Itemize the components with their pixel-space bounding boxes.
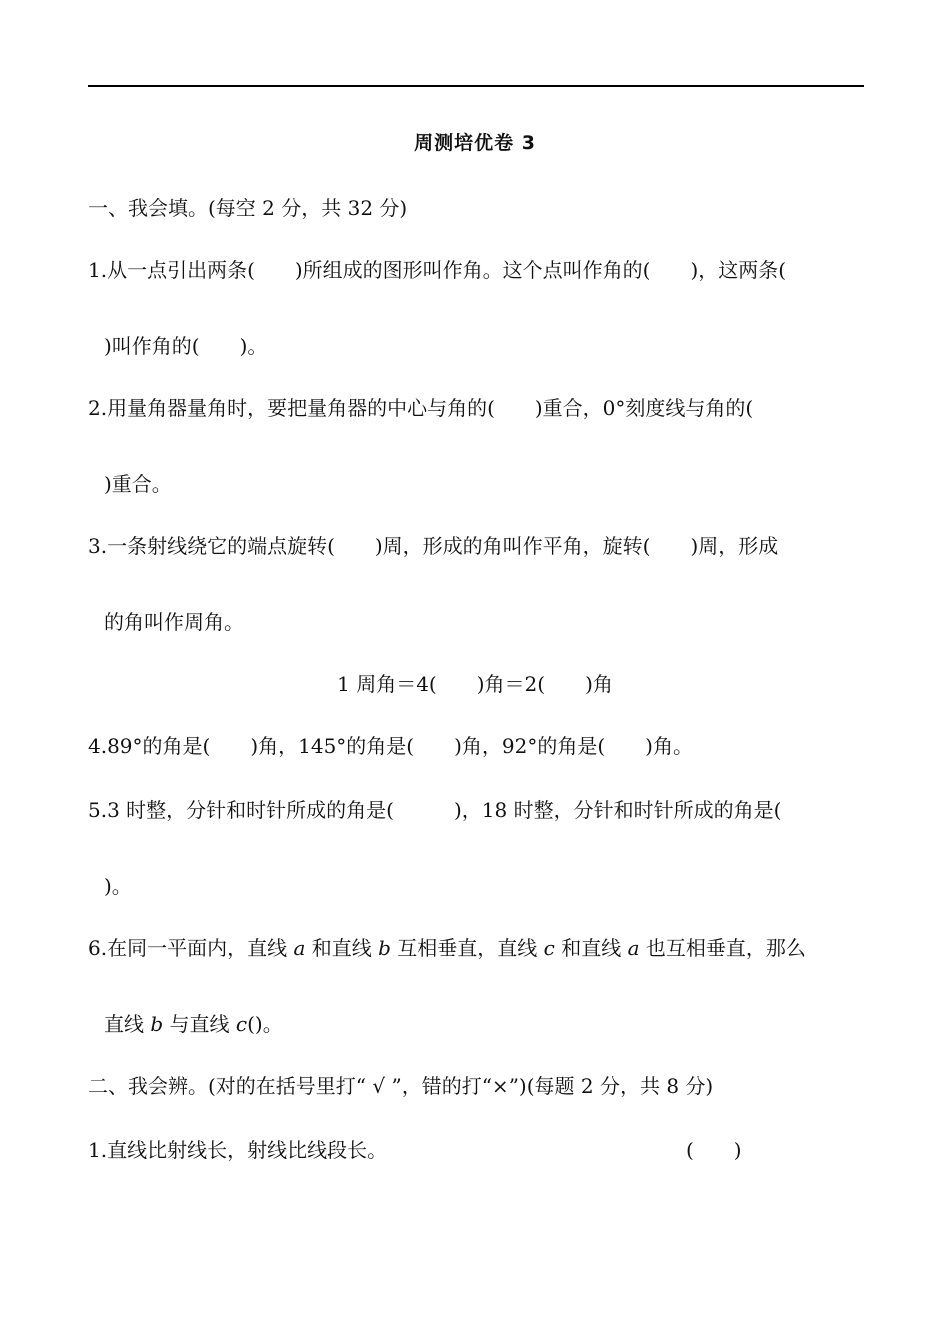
- var-b: b: [150, 1012, 164, 1036]
- var-b: b: [378, 936, 391, 960]
- header-rule: [88, 85, 864, 87]
- var-a: a: [293, 936, 306, 960]
- section2-heading: 二、我会辨。(对的在括号里打“ √ ”，错的打“×”)(每题 2 分，共 8 分): [88, 1074, 714, 1098]
- var-c: c: [235, 1012, 248, 1036]
- q6-text: 也互相垂直，那么: [639, 936, 806, 960]
- q1-line1: 1.从一点引出两条( )所组成的图形叫作角。这个点叫作角的( )，这两条(: [88, 258, 787, 282]
- q6-text: 与直线: [163, 1012, 236, 1036]
- section1-heading: 一、我会填。(每空 2 分，共 32 分): [88, 196, 408, 220]
- q6-text: 和直线: [305, 936, 379, 960]
- q6-text: 互相垂直，直线: [390, 936, 544, 960]
- var-c: c: [543, 936, 555, 960]
- q3-line2: 的角叫作周角。: [104, 610, 244, 634]
- page-title: 周测培优卷 3: [414, 132, 536, 154]
- q5-line1: 5.3 时整，分针和时针所成的角是( )，18 时整，分针和时针所成的角是(: [88, 798, 782, 822]
- q6-text: 直线: [104, 1012, 151, 1036]
- q6-text: 6.在同一平面内，直线: [88, 936, 294, 960]
- q2-line2: )重合。: [104, 472, 172, 496]
- q3-line3: 1 周角＝4( )角＝2( )角: [337, 672, 613, 696]
- var-a: a: [627, 936, 640, 960]
- q3-line1: 3.一条射线绕它的端点旋转( )周，形成的角叫作平角，旋转( )周，形成: [88, 534, 779, 558]
- q6-text: ()。: [247, 1012, 283, 1036]
- q2-line1: 2.用量角器量角时，要把量角器的中心与角的( )重合，0°刻度线与角的(: [88, 396, 754, 420]
- q6-text: 和直线: [554, 936, 628, 960]
- q4-line1: 4.89°的角是( )角，145°的角是( )角，92°的角是( )角。: [88, 734, 693, 758]
- q6-line2: [104, 1010, 283, 1038]
- q1-line2: )叫作角的( )。: [104, 334, 268, 358]
- answer-box[interactable]: ( ): [686, 1138, 742, 1162]
- s2-q1-text: 1.直线比射线长，射线比线段长。: [88, 1138, 388, 1162]
- q6-line1: [88, 934, 806, 962]
- q5-line2: )。: [104, 874, 132, 898]
